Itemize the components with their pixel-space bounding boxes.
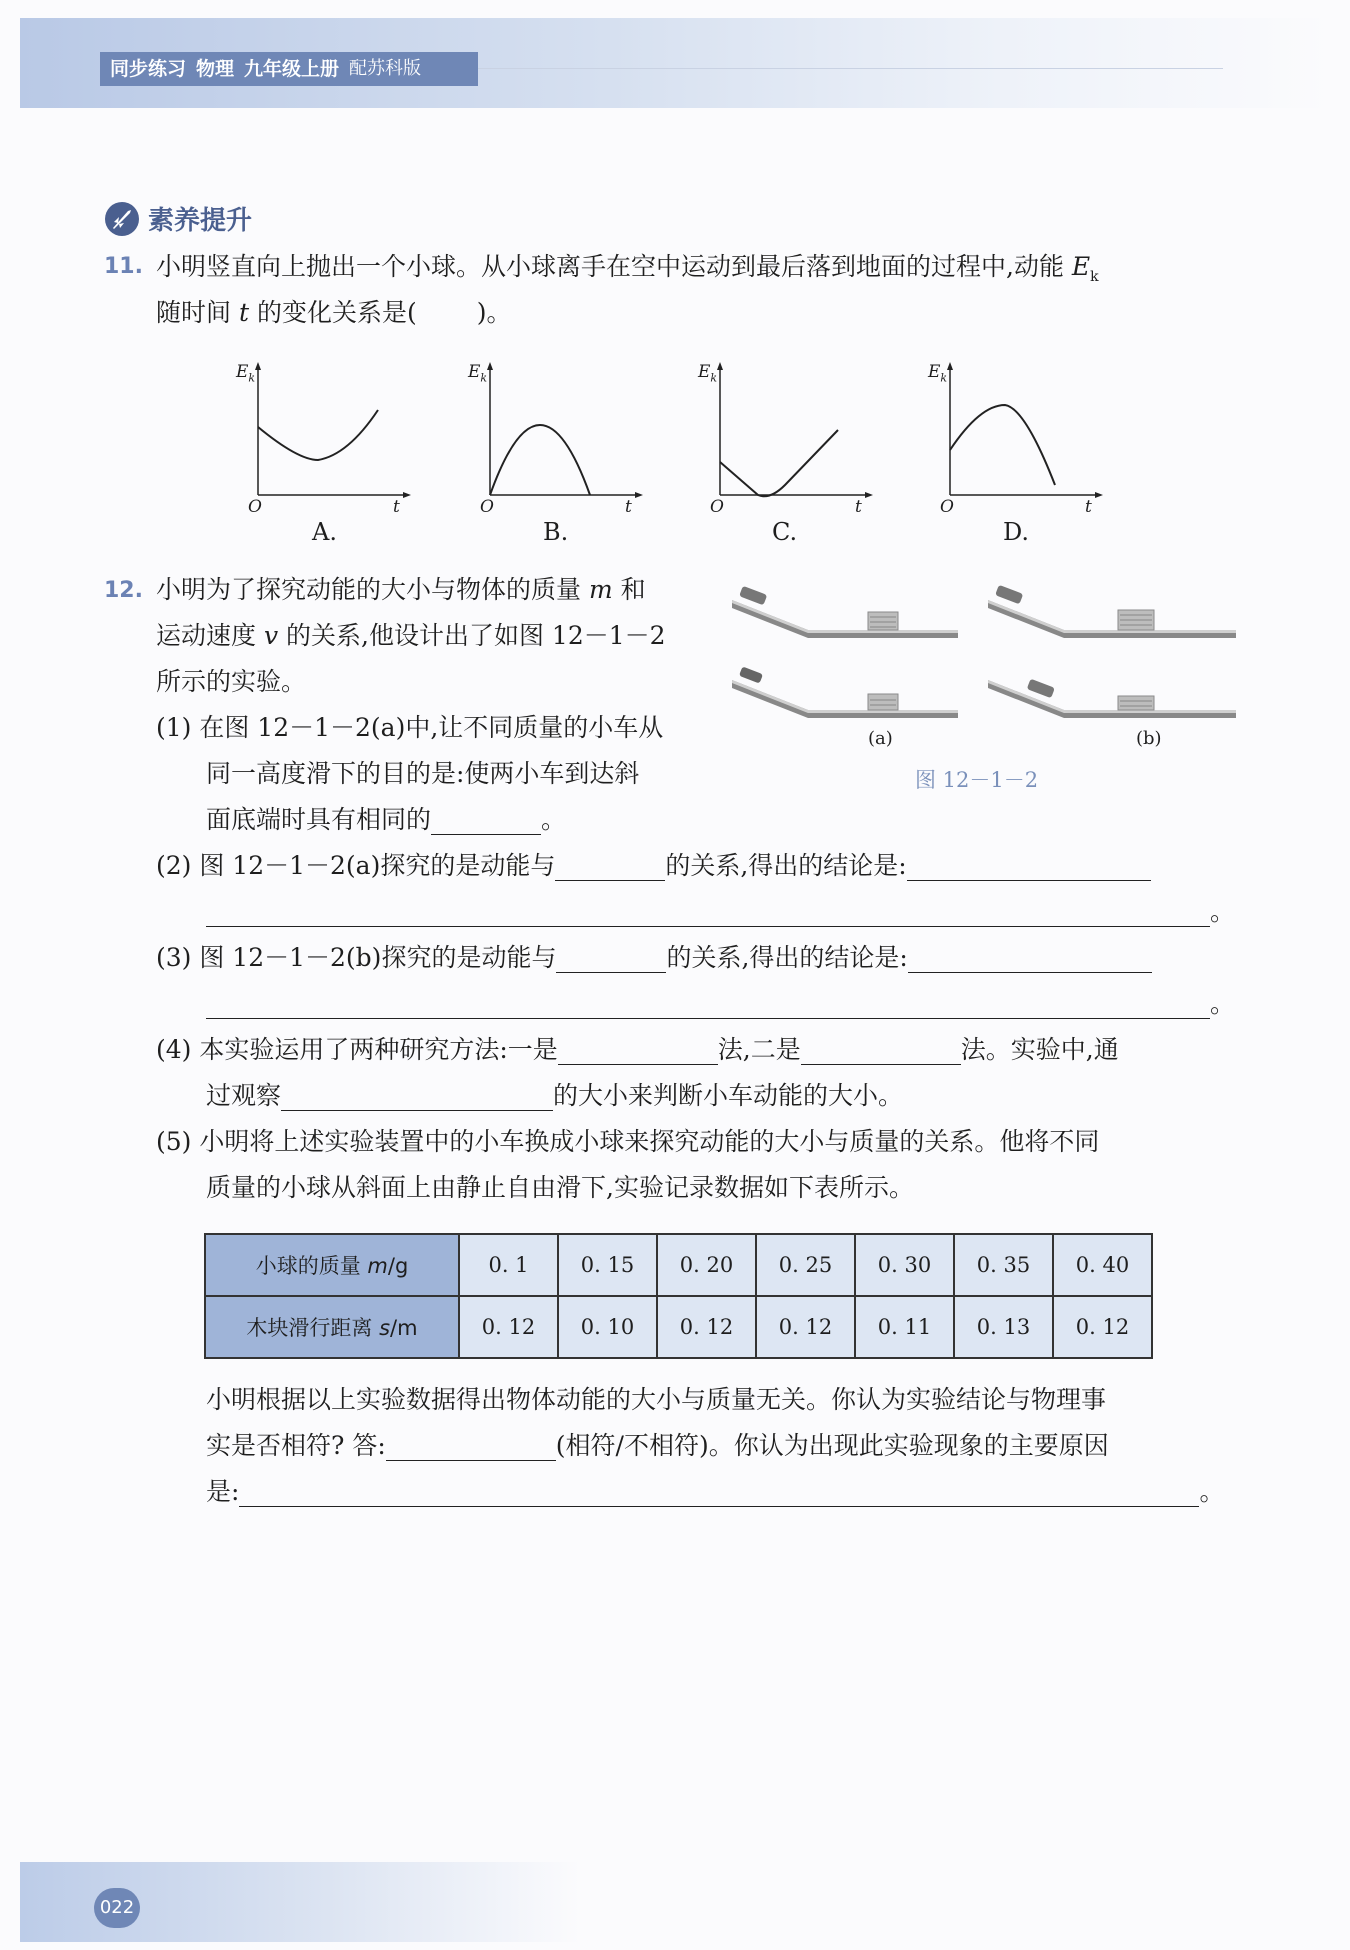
q12-p4-text-c: 法。实验中,通 bbox=[960, 1035, 1119, 1064]
q11-line1 bbox=[156, 252, 1099, 292]
ek-subscript: k bbox=[1090, 269, 1099, 285]
q12-end-line1: 小明根据以上实验数据得出物体动能的大小与质量无关。你认为实验结论与物理事 bbox=[206, 1385, 1107, 1414]
q11-line2-text-b: 的变化关系是( bbox=[249, 298, 417, 327]
graph-a-label: A. bbox=[312, 518, 337, 546]
period: 。 bbox=[1210, 897, 1236, 926]
q12-intro-line1 bbox=[156, 575, 646, 605]
q12-end-line2 bbox=[206, 1431, 1109, 1461]
answer-blank-consistent[interactable] bbox=[386, 1434, 556, 1461]
graph-d-xlabel: t bbox=[1085, 497, 1092, 517]
q11-line2 bbox=[156, 298, 511, 328]
q11-number: 11. bbox=[104, 254, 143, 279]
q12-p3-line2 bbox=[206, 989, 1235, 1019]
q12-p3-line1 bbox=[156, 943, 1152, 973]
graph-b-label: B. bbox=[543, 518, 569, 546]
q12-end-line2-text-a: 实是否相符? 答: bbox=[206, 1431, 386, 1460]
graph-a-xlabel: t bbox=[393, 497, 400, 517]
table-cell: 0. 30 bbox=[855, 1234, 954, 1296]
table-cell: 0. 20 bbox=[657, 1234, 756, 1296]
q12-intro2-text-b: 的关系,他设计出了如图 12－1－2 bbox=[278, 621, 666, 650]
figure-a-bottom bbox=[732, 666, 958, 718]
q12-p3-text-b: 的关系,得出的结论是: bbox=[666, 943, 908, 972]
q11-line2-text: 随时间 bbox=[156, 298, 239, 327]
header-grade: 九年级上册 bbox=[244, 58, 340, 80]
graph-d-ylabel: $E_k$ bbox=[928, 362, 948, 385]
q12-intro1-text-b: 和 bbox=[612, 575, 646, 604]
graph-a-origin: O bbox=[248, 497, 262, 517]
q11-line1-text: 小明竖直向上抛出一个小球。从小球离手在空中运动到最后落到地面的过程中,动能 bbox=[156, 252, 1072, 281]
q12-p1-line1: (1) 在图 12－1－2(a)中,让不同质量的小车从 bbox=[156, 713, 664, 742]
header-subject: 物理 bbox=[196, 58, 235, 80]
graph-c-label: C. bbox=[772, 518, 798, 546]
answer-blank-p3-conclusion-cont[interactable] bbox=[206, 992, 1210, 1019]
table-cell: 0. 12 bbox=[459, 1296, 558, 1358]
q12-p4-text-b: 法,二是 bbox=[717, 1035, 801, 1064]
answer-blank-reason[interactable] bbox=[239, 1480, 1199, 1507]
figure-b-top bbox=[988, 585, 1236, 638]
answer-blank-p2-conclusion-cont[interactable] bbox=[206, 900, 1210, 927]
answer-blank-p4-observe[interactable] bbox=[281, 1084, 553, 1111]
q12-p4-text-a: (4) 本实验运用了两种研究方法:一是 bbox=[156, 1035, 558, 1064]
table-cell: 0. 12 bbox=[756, 1296, 855, 1358]
answer-blank-p3-conclusion[interactable] bbox=[908, 946, 1152, 973]
answer-blank-p4-method1[interactable] bbox=[558, 1038, 718, 1065]
period: 。 bbox=[1210, 989, 1236, 1018]
figure-sub-b: (b) bbox=[1136, 728, 1162, 749]
table-cell: 0. 1 bbox=[459, 1234, 558, 1296]
q12-p1-line2: 同一高度滑下的目的是:使两小车到达斜 bbox=[206, 759, 640, 788]
graph-b-origin: O bbox=[480, 497, 494, 517]
t-symbol: t bbox=[238, 298, 249, 327]
ek-symbol: E bbox=[1071, 252, 1091, 281]
table-row-mass bbox=[205, 1234, 1152, 1296]
page-number: 022 bbox=[94, 1888, 140, 1928]
table-cell: 0. 12 bbox=[1053, 1296, 1152, 1358]
q12-p1-line3 bbox=[206, 805, 566, 835]
v-symbol: v bbox=[263, 621, 279, 650]
rocket-icon bbox=[104, 201, 140, 237]
answer-blank-p1[interactable] bbox=[431, 808, 541, 835]
table-cell: 0. 40 bbox=[1053, 1234, 1152, 1296]
table-cell: 0. 12 bbox=[657, 1296, 756, 1358]
q12-end-line3-text-a: 是: bbox=[206, 1477, 240, 1506]
table-cell: 0. 15 bbox=[558, 1234, 657, 1296]
graph-d-origin: O bbox=[940, 497, 954, 517]
answer-blank-p4-method2[interactable] bbox=[801, 1038, 961, 1065]
header-series: 同步练习 bbox=[110, 58, 187, 80]
table-head-mass: 小球的质量 m/g bbox=[205, 1234, 459, 1296]
graph-c-ylabel: $E_k$ bbox=[698, 362, 718, 385]
graph-c-origin: O bbox=[710, 497, 724, 517]
figure-caption: 图 12－1－2 bbox=[915, 768, 1039, 792]
q12-p5-line2: 质量的小球从斜面上由静止自由滑下,实验记录数据如下表所示。 bbox=[206, 1173, 914, 1202]
table-cell: 0. 13 bbox=[954, 1296, 1053, 1358]
figure-a-top bbox=[732, 586, 958, 638]
table-cell: 0. 10 bbox=[558, 1296, 657, 1358]
data-table bbox=[204, 1233, 1153, 1359]
table-cell: 0. 25 bbox=[756, 1234, 855, 1296]
graph-d-label: D. bbox=[1003, 518, 1030, 546]
graph-a-ylabel: $E_k$ bbox=[236, 362, 256, 385]
header-rule bbox=[478, 68, 1223, 69]
header-tag bbox=[100, 52, 478, 86]
graph-b-ylabel: $E_k$ bbox=[468, 362, 488, 385]
q12-number: 12. bbox=[104, 578, 143, 603]
q12-p2-text-b: 的关系,得出的结论是: bbox=[665, 851, 907, 880]
header-edition: 配苏科版 bbox=[349, 58, 422, 79]
q12-intro2-text: 运动速度 bbox=[156, 621, 264, 650]
q12-p4-line2-text-b: 的大小来判断小车动能的大小。 bbox=[553, 1081, 904, 1110]
q12-p4-line2-text-a: 过观察 bbox=[206, 1081, 282, 1110]
q12-p2-line2 bbox=[206, 897, 1235, 927]
q12-p4-line2 bbox=[206, 1081, 903, 1111]
q12-p2-text-a: (2) 图 12－1－2(a)探究的是动能与 bbox=[156, 851, 556, 880]
table-head-distance: 木块滑行距离 s/m bbox=[205, 1296, 459, 1358]
graph-c-xlabel: t bbox=[855, 497, 862, 517]
figure-12-1-2 bbox=[728, 580, 1248, 755]
q12-end-line2-text-b: (相符/不相符)。你认为出现此实验现象的主要原因 bbox=[555, 1431, 1109, 1460]
q12-p2-line1 bbox=[156, 851, 1151, 881]
graph-b-xlabel: t bbox=[625, 497, 632, 517]
q12-end-line3 bbox=[206, 1477, 1224, 1507]
answer-blank-p3-variable[interactable] bbox=[556, 946, 666, 973]
m-symbol: m bbox=[588, 575, 613, 604]
q12-p3-text-a: (3) 图 12－1－2(b)探究的是动能与 bbox=[156, 943, 557, 972]
table-cell: 0. 35 bbox=[954, 1234, 1053, 1296]
answer-blank-p2-conclusion[interactable] bbox=[907, 854, 1151, 881]
period: 。 bbox=[541, 805, 567, 834]
table-cell: 0. 11 bbox=[855, 1296, 954, 1358]
q12-p1-line3-text: 面底端时具有相同的 bbox=[206, 805, 432, 834]
q12-intro-line3: 所示的实验。 bbox=[156, 667, 307, 696]
q12-end-line3-text-b: 。 bbox=[1199, 1477, 1225, 1506]
q12-intro1-text: 小明为了探究动能的大小与物体的质量 bbox=[156, 575, 589, 604]
table-row-distance bbox=[205, 1296, 1152, 1358]
figure-sub-a: (a) bbox=[868, 728, 893, 749]
answer-blank-p2-variable[interactable] bbox=[555, 854, 665, 881]
section-title: 素养提升 bbox=[148, 206, 253, 236]
q12-p4-line1 bbox=[156, 1035, 1119, 1065]
section-heading bbox=[104, 200, 252, 237]
q11-line2-text-c: )。 bbox=[476, 298, 512, 327]
q12-intro-line2 bbox=[156, 621, 666, 651]
figure-b-bottom bbox=[988, 679, 1236, 718]
q12-p5-line1: (5) 小明将上述实验装置中的小车换成小球来探究动能的大小与质量的关系。他将不同 bbox=[156, 1127, 1100, 1156]
